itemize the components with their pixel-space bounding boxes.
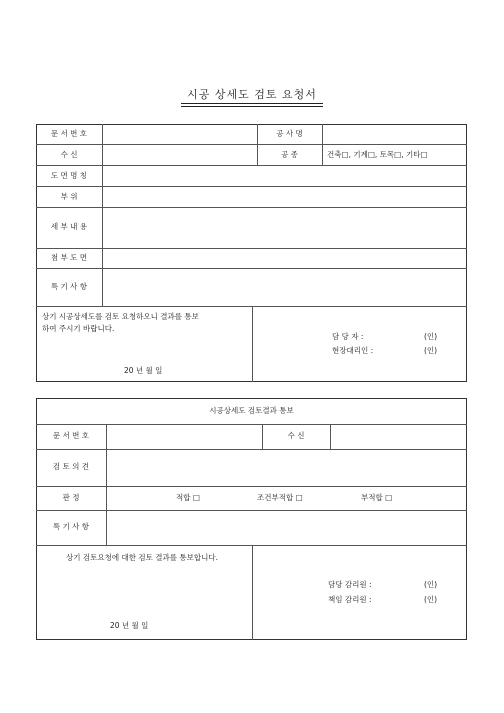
location-label: 부 위 <box>60 192 78 201</box>
result-remarks-label: 특 기 사 항 <box>52 522 90 531</box>
person-seal: (인) <box>424 332 438 341</box>
result-doc-no-label: 문 서 번 호 <box>52 431 90 440</box>
supervisor-label: 담당 감리원 : <box>328 580 372 589</box>
person-label: 담 당 자 : <box>332 332 364 341</box>
judgement-label: 판 정 <box>62 493 80 502</box>
judgement-conditional-checkbox[interactable]: 조건부적합 □ <box>257 493 303 502</box>
opinion-label: 검 토 의 견 <box>52 462 90 471</box>
judgement-fail-checkbox[interactable]: 부적합 □ <box>361 493 393 502</box>
remarks-label: 특 기 사 항 <box>50 282 88 291</box>
request-statement-line1: 상기 시공상세도를 검토 요청하오니 결과를 통보 <box>42 312 199 321</box>
supervisor-seal: (인) <box>424 580 438 589</box>
result-date: 20 년 월 일 <box>110 621 149 630</box>
agent-label: 현장대리인 : <box>332 346 374 355</box>
doc-no-label: 문 서 번 호 <box>50 129 88 138</box>
attached-label: 첨 부 도 면 <box>50 253 88 262</box>
details-label: 세 부 내 용 <box>50 222 88 231</box>
result-receiver-label: 수 신 <box>287 431 305 440</box>
trade-options[interactable]: 건축□, 기계□, 토목□, 기타□ <box>327 150 428 159</box>
company-label: 공 사 명 <box>276 129 303 138</box>
request-date: 20 년 월 일 <box>124 366 163 375</box>
request-statement-line2: 하여 주시기 바랍니다. <box>42 324 115 333</box>
result-header: 시공상세도 검토결과 통보 <box>209 406 294 415</box>
chief-seal: (인) <box>424 595 438 604</box>
receiver-label: 수 신 <box>60 150 78 159</box>
agent-seal: (인) <box>424 346 438 355</box>
page-title: 시공 상세도 검토 요청서 <box>0 86 504 107</box>
judgement-ok-checkbox[interactable]: 적합 □ <box>176 493 200 502</box>
trade-label: 공 종 <box>281 150 298 159</box>
chief-label: 책임 감리원 : <box>328 595 372 604</box>
result-statement: 상기 검토요청에 대한 검토 결과를 통보합니다. <box>66 553 218 562</box>
drawing-name-label: 도 면 명 칭 <box>50 171 88 180</box>
